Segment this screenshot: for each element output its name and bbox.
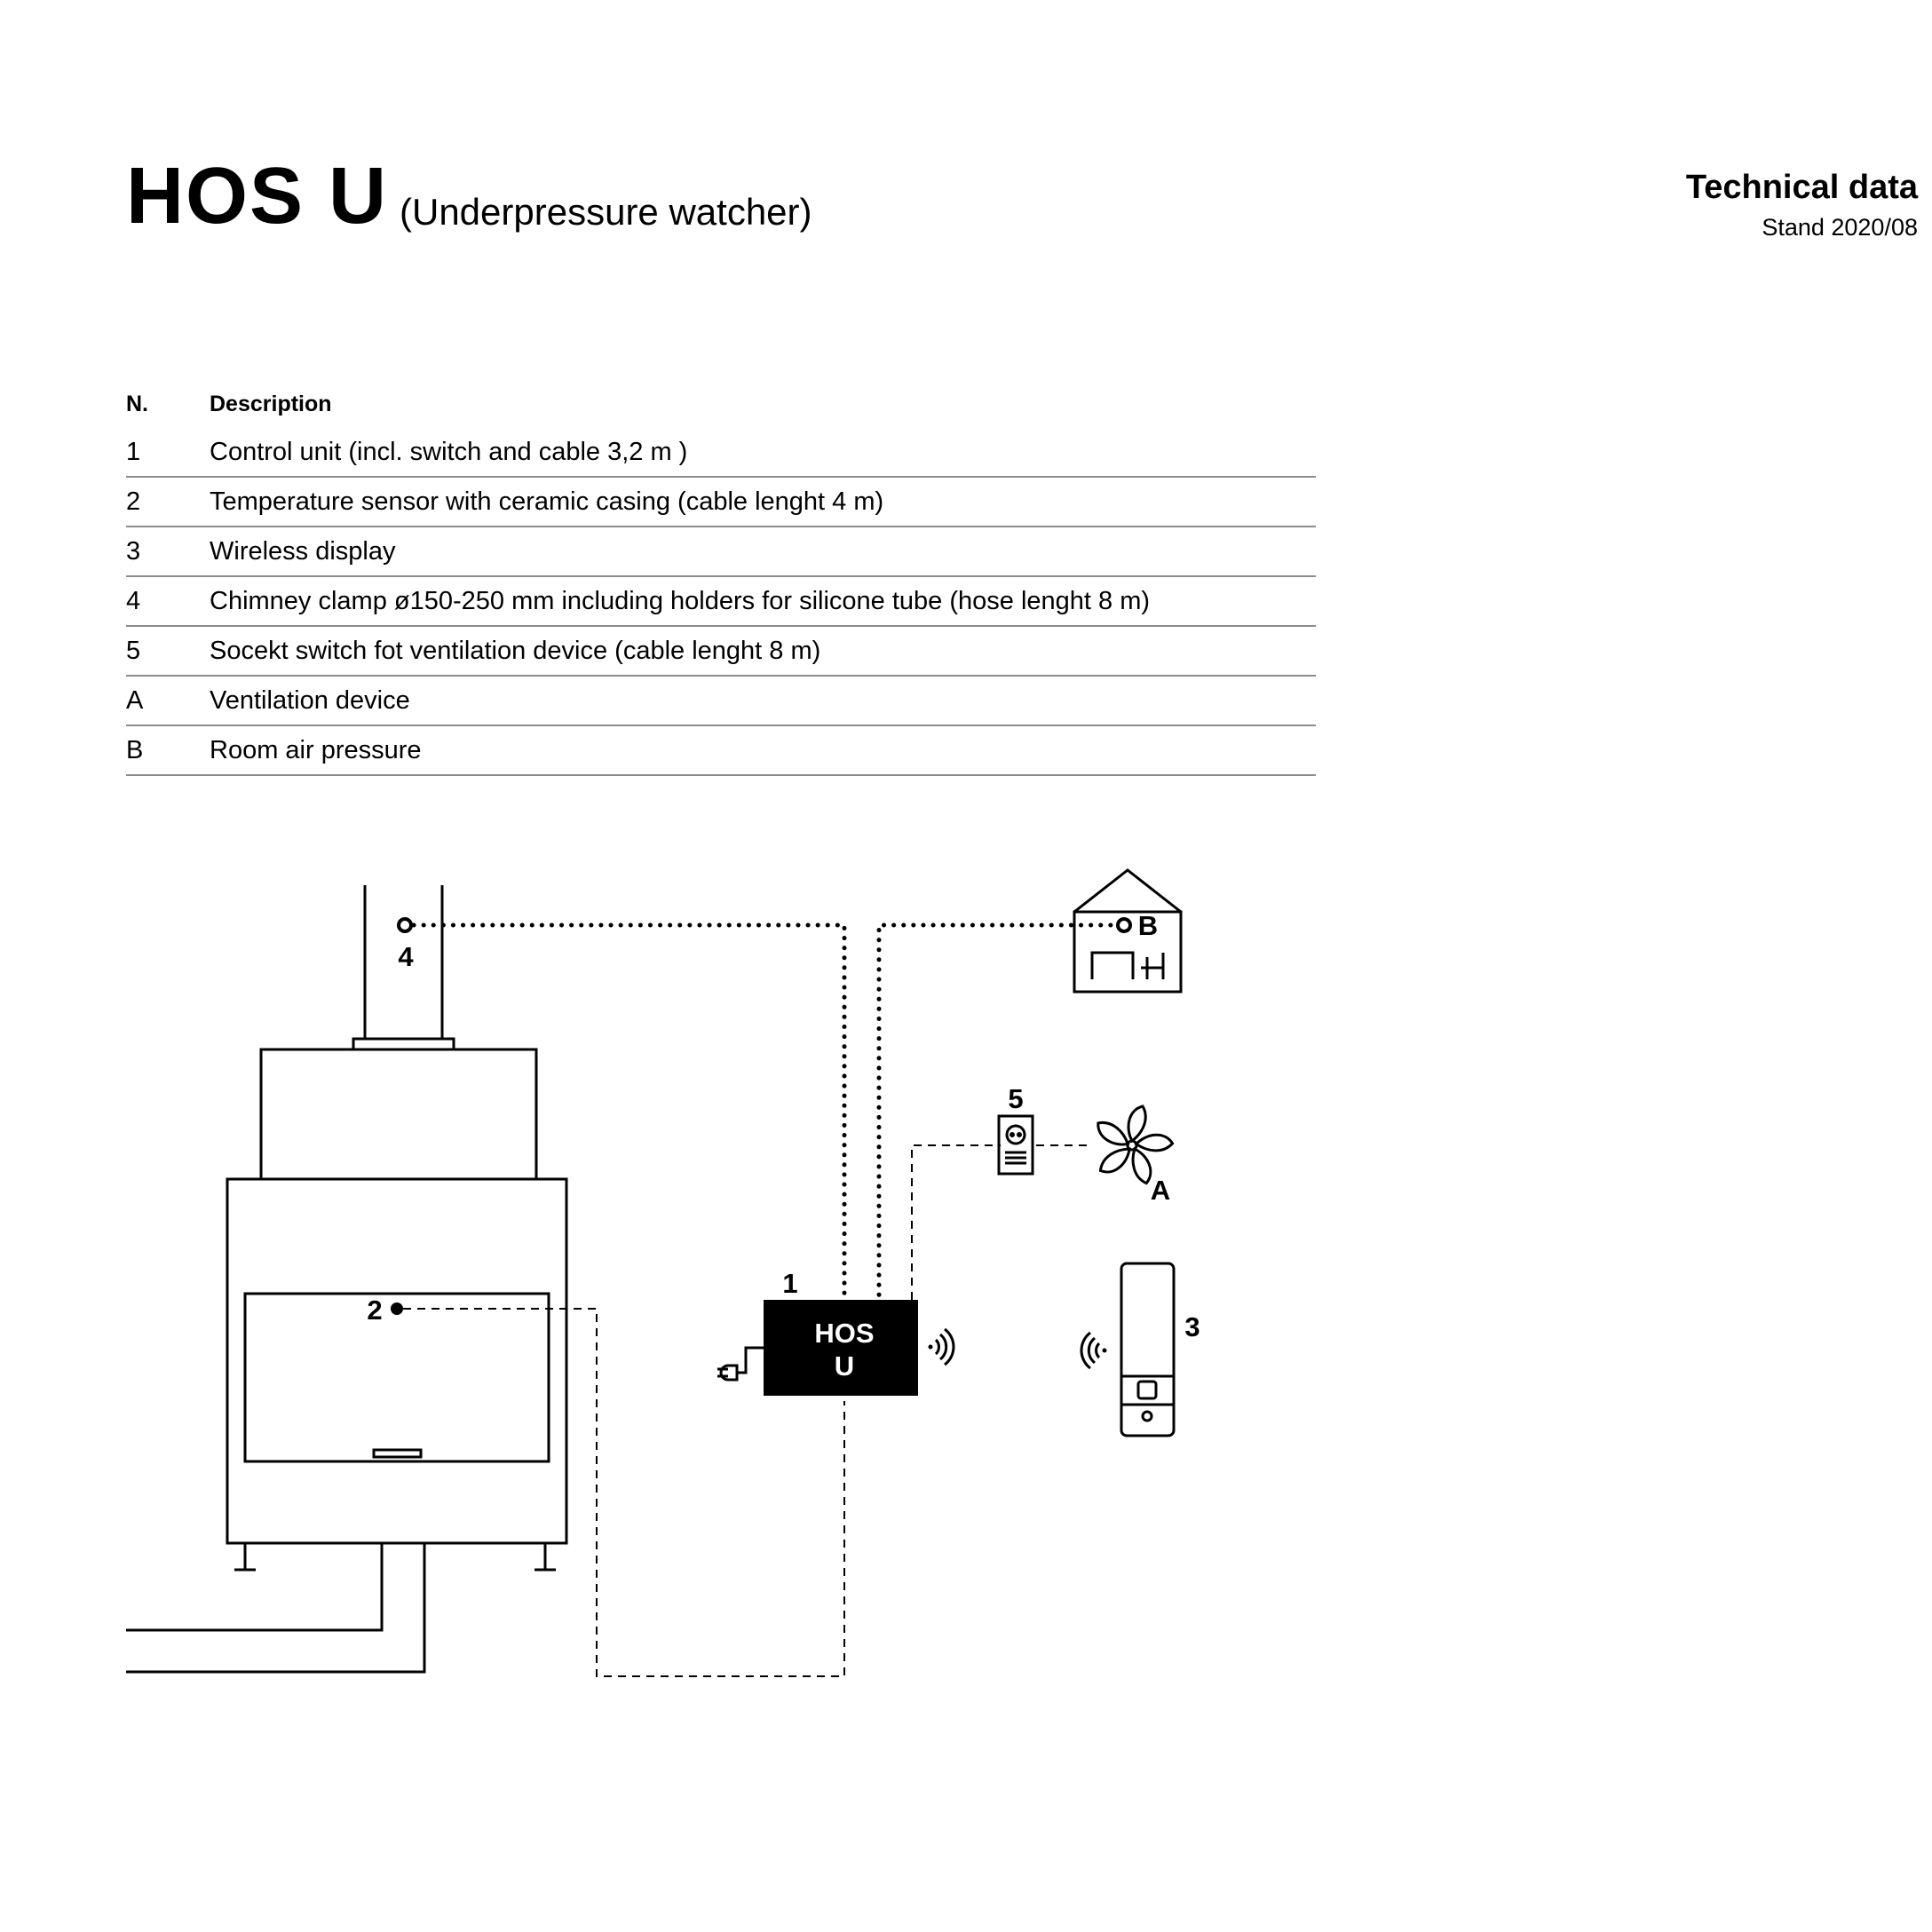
label-3: 3 [1184,1311,1200,1342]
label-2: 2 [367,1295,383,1326]
wireless-signal-icon [929,1329,954,1365]
row-number: 5 [126,626,210,676]
row-description: Control unit (incl. switch and cable 3,2 m ) [210,428,1316,477]
socket-switch-icon [999,1116,1033,1174]
row-description: Temperature sensor with ceramic casing (cable lenght 4 m) [210,477,1316,527]
revision-stand: Stand 2020/08 [1762,214,1918,241]
fireplace [126,885,566,1672]
power-plug-icon [717,1348,764,1380]
row-description: Ventilation device [210,676,1316,725]
fan-icon [1094,1106,1174,1185]
row-number: B [126,725,210,775]
row-number: 1 [126,428,210,477]
control-unit-label-line1: HOS [814,1318,875,1349]
cable-lines [403,1145,1090,1676]
column-header-description: Description [210,391,332,416]
row-number: A [126,676,210,725]
display-wireless-signal-icon [1081,1333,1107,1368]
label-5: 5 [1008,1083,1024,1114]
temperature-sensor-marker [391,1303,403,1315]
row-description: Socekt switch fot ventilation device (cable lenght 8 m) [210,626,1316,676]
label-b: B [1137,910,1159,941]
label-4: 4 [398,941,414,972]
control-unit-label-line2: U [834,1350,855,1382]
wireless-display-icon [1121,1263,1174,1436]
row-description: Room air pressure [210,725,1316,775]
chimney-clamp-marker [399,919,411,931]
doc-type-heading: Technical data [1685,169,1918,206]
room-pressure-marker [1118,919,1130,931]
row-number: 2 [126,477,210,527]
row-description: Chimney clamp ø150-250 mm including holders for silicone tube (hose lenght 8 m) [210,576,1316,626]
row-description: Wireless display [210,527,1316,576]
document-subtitle: (Underpressure watcher) [400,191,812,233]
row-number: 3 [126,527,210,576]
row-number: 4 [126,576,210,626]
document-title: HOS U [126,152,389,241]
label-a: A [1150,1175,1171,1206]
label-1: 1 [782,1268,798,1299]
column-header-number: N. [126,391,148,416]
